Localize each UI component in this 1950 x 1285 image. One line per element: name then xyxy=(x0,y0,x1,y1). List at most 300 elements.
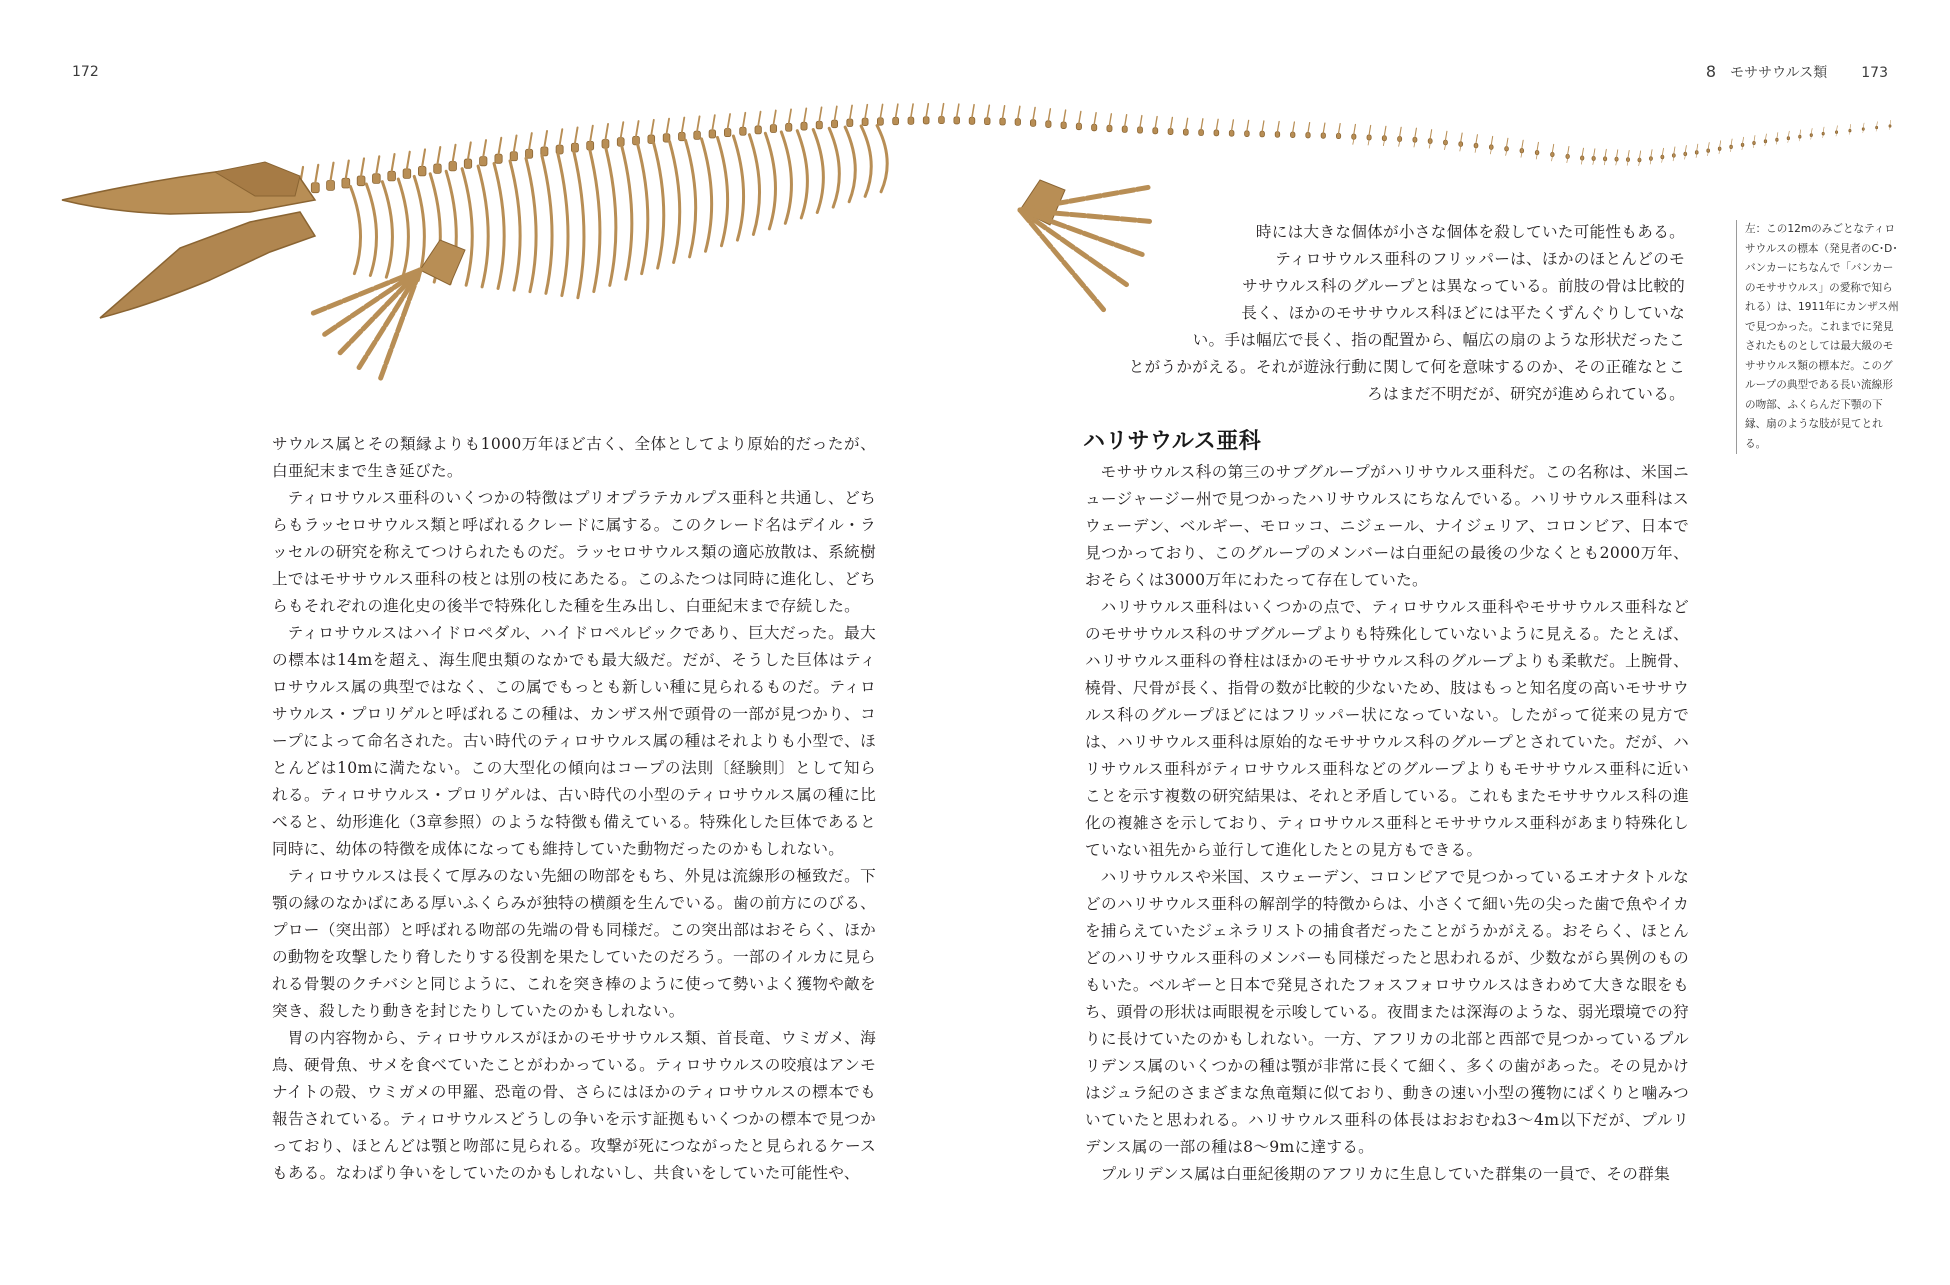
chevron-bone xyxy=(1719,150,1720,153)
vertebra xyxy=(816,121,822,129)
neural-spine xyxy=(773,110,775,124)
chevron-bone xyxy=(1368,140,1369,145)
neural-spine xyxy=(1400,127,1402,136)
right-top-line: とがうかがえる。それが遊泳行動に関して何を意味するのか、その正確なとこ xyxy=(1128,358,1685,376)
vertebra xyxy=(1367,135,1371,140)
neural-spine xyxy=(1415,128,1417,137)
neural-spine xyxy=(1201,119,1203,130)
neural-spine xyxy=(437,147,440,164)
neural-spine xyxy=(1877,122,1878,127)
chevron-bone xyxy=(1506,151,1507,156)
neural-spine xyxy=(361,158,364,176)
rib xyxy=(797,131,807,218)
vertebra xyxy=(1168,128,1173,134)
neural-spine xyxy=(1850,124,1851,129)
neural-spine xyxy=(972,105,974,118)
neural-spine xyxy=(1293,122,1295,132)
neural-spine xyxy=(1033,108,1035,120)
chevron-bone xyxy=(1429,143,1430,148)
neural-spine xyxy=(1109,114,1111,125)
section-heading: ハリサウルス亜科 xyxy=(1083,429,1262,454)
rib xyxy=(590,150,600,292)
vertebra xyxy=(1352,134,1356,139)
vertebra xyxy=(1153,128,1158,134)
vertebra xyxy=(985,118,991,125)
rib xyxy=(813,130,823,213)
right-top-line: ろはまだ不明だが、研究が進められている。 xyxy=(1367,385,1685,403)
rib xyxy=(462,169,472,286)
neural-spine xyxy=(1339,124,1341,134)
vertebra xyxy=(388,171,396,181)
chevron-bone xyxy=(1627,162,1628,166)
chevron-bone xyxy=(1685,156,1686,160)
neural-spine xyxy=(1594,149,1595,157)
neural-spine xyxy=(1262,121,1264,131)
neural-spine xyxy=(1186,118,1188,129)
neural-spine xyxy=(1823,127,1824,132)
chevron-bone xyxy=(1521,153,1522,158)
neural-spine xyxy=(697,116,699,131)
neural-spine xyxy=(1605,149,1606,156)
vertebra xyxy=(877,118,883,125)
vertebra xyxy=(1835,131,1837,134)
neural-spine xyxy=(1639,151,1640,158)
rib xyxy=(638,144,648,273)
vertebra xyxy=(740,127,746,135)
vertebra xyxy=(1787,137,1789,140)
chevron-bone xyxy=(1414,142,1415,147)
vertebra xyxy=(449,162,456,171)
neural-spine xyxy=(376,156,379,173)
vertebra xyxy=(1626,158,1629,162)
neural-spine xyxy=(590,126,593,142)
neural-spine xyxy=(1507,138,1508,146)
neural-spine xyxy=(1708,143,1709,149)
vertebra xyxy=(1718,147,1721,150)
neural-spine xyxy=(499,138,502,154)
neural-spine xyxy=(1155,117,1157,128)
vertebra xyxy=(1603,157,1606,161)
vertebra xyxy=(1810,134,1812,137)
digit-bone xyxy=(340,270,420,353)
vertebra xyxy=(801,122,807,130)
vertebra xyxy=(1849,129,1851,132)
neural-spine xyxy=(1720,141,1721,147)
neural-spine xyxy=(1765,134,1766,140)
running-header xyxy=(1706,62,1888,82)
neural-spine xyxy=(1384,126,1386,135)
neural-spine xyxy=(346,161,349,179)
skull xyxy=(62,162,315,318)
vertebra xyxy=(679,132,686,140)
neural-spine xyxy=(1232,120,1234,131)
vertebra xyxy=(1245,131,1250,137)
neural-spine xyxy=(789,109,791,123)
vertebra xyxy=(1459,142,1463,147)
neural-spine xyxy=(605,124,608,140)
vertebra xyxy=(1046,121,1051,128)
chevron-bone xyxy=(1444,145,1445,150)
body-paragraph: ティロサウルスはハイドロペダル、ハイドロペルビックであり、巨大だった。最大の標本は14mを超え、海生爬虫類のなかでも最大級だ。だが、そうした巨体はティロサウルス属の典型ではなく、この属でもっとも新しい種に見られるものだ。ティロサウルス・プロリゲルと呼ばれるこの種は、カンザス州で頭骨の一部が見つかり、コープによって命名された。古い時代のティロサウルス属の種はそれよりも小型で、ほとんどは10mに満たない。この大型化の傾向はコープの法則〔経験則〕として知られる。ティロサウルス・プロリゲルは、古い時代の小型のティロサウルス属の種に比べると、幼形進化（3章参照）のような特徴も備えている。特殊化した巨体であると同時に、幼体の特徴を成体になっても維持していた動物だったのかもしれない。 xyxy=(272,624,876,858)
vertebra xyxy=(770,125,776,133)
chevron-bone xyxy=(1581,160,1582,164)
rib xyxy=(686,140,696,257)
neural-spine xyxy=(575,127,578,143)
neural-spine xyxy=(1811,128,1812,133)
chevron-bone xyxy=(1776,141,1777,144)
vertebra xyxy=(434,164,442,173)
neural-spine xyxy=(1582,148,1583,156)
rib xyxy=(702,139,712,251)
neural-spine xyxy=(1445,131,1446,140)
chevron-bone xyxy=(1799,138,1800,141)
neural-spine xyxy=(1800,130,1801,135)
vertebra xyxy=(403,169,411,179)
vertebra xyxy=(1291,132,1295,138)
chevron-bone xyxy=(1849,132,1850,135)
neural-spine xyxy=(651,120,654,135)
vertebra xyxy=(1000,118,1005,125)
neural-spine xyxy=(1171,117,1173,128)
neural-spine xyxy=(1308,123,1310,133)
vertebra xyxy=(832,120,838,128)
vertebra xyxy=(1889,125,1891,128)
neural-spine xyxy=(407,152,410,169)
neural-spine xyxy=(1461,133,1462,142)
body-paragraph: サウルス属とその類縁よりも1000万年ほど古く、全体としてより原始的だったが、白亜紀末まで生き延びた。 xyxy=(272,435,876,480)
neural-spine xyxy=(819,107,821,121)
chevron-bone xyxy=(1604,161,1605,165)
rib xyxy=(366,184,376,275)
chevron-bone xyxy=(1475,148,1476,153)
chevron-bone xyxy=(1616,161,1617,165)
body-paragraph: ハリサウルスや米国、スウェーデン、コロンビアで見つかっているエオナタトルなどのハリサウルス亜科の解剖学的特徴からは、小さくて細い先の尖った歯で魚やイカを捕らえていたジェネラリストの捕食者だったことがうかがえる。おそらく、ほとんどのハリサウルス亜科のメンバーも同様だったと思われるが、少数ながら異例のものもいた。ベルギーと日本で発見されたフォスフォロサウルスはきわめて大きな眼をもち、頭骨の形状は両眼視を示唆している。夜間または深海のような、弱光環境での狩りに長けていたのかもしれない。一方、アフリカの北部と西部で見つかっているプルリデンス属のいくつかの種は顎が非常に長くて細く、多くの歯があった。その見かけはジュラ紀のさまざまな魚竜類に似ており、動きの速い小型の獲物にぱくりと噛みついていたと思われる。ハリサウルス亜科の体長はおおむね3～4m以下だが、プルリデンス属の一部の種は8～9mに達する。 xyxy=(1085,868,1689,1156)
vertebra xyxy=(1520,148,1524,153)
vertebra xyxy=(755,126,761,134)
vertebra xyxy=(1580,156,1583,160)
vertebra xyxy=(1707,149,1710,153)
rib xyxy=(606,148,616,286)
vertebra xyxy=(1535,150,1539,154)
chevron-bone xyxy=(1460,146,1461,151)
right-top-line: ティロサウルス亜科のフリッパーは、ほかのほとんどのモ xyxy=(1275,250,1685,268)
rib xyxy=(733,136,743,240)
neural-spine xyxy=(1522,140,1523,148)
neural-spine xyxy=(1731,139,1732,145)
vertebra xyxy=(571,143,578,152)
neural-spine xyxy=(514,135,517,151)
neural-spine xyxy=(1788,131,1789,136)
chevron-bone xyxy=(1536,155,1537,159)
body-paragraph: ハリサウルス亜科はいくつかの点で、ティロサウルス亜科やモササウルス亜科などのモササウルス科のサブグループよりも特殊化していないように見える。たとえば、ハリサウルス亜科の脊柱はほかのモササウルス科のグループよりも柔軟だ。上腕骨、橈骨、尺骨が長く、指骨の数が比較的少ないため、肢はもっと知名度の高いモササウルス科のグループほどにはフリッパー状になっていない。したがって従来の見方では、ハリサウルス亜科は原始的なモササウルス科のグループとされていた。だが、ハリサウルス亜科がティロサウルス亜科などのグループよりもモササウルス亜科に近いことを示す複数の研究結果は、それと矛盾している。これもまたモササウルス科の進化の複雑さを示しており、ティロサウルス亜科とモササウルス亜科があまり特殊化していない祖先から並行して進化したとの見方もできる。 xyxy=(1085,598,1689,859)
vertebral-column xyxy=(296,116,1891,195)
neural-spine xyxy=(941,104,943,117)
rib xyxy=(382,182,392,278)
vertebra xyxy=(1753,141,1756,144)
rib xyxy=(845,127,855,202)
vertebra xyxy=(1566,154,1569,158)
neural-spine xyxy=(1079,111,1081,123)
neural-spine xyxy=(865,105,867,118)
neural-spine xyxy=(880,104,882,117)
vertebra xyxy=(1199,130,1204,136)
rib xyxy=(526,158,536,291)
neural-spine xyxy=(1277,121,1279,131)
neural-spine xyxy=(1685,146,1686,153)
neural-spine xyxy=(636,121,639,136)
neural-spine xyxy=(422,149,425,166)
chevron-bone xyxy=(1742,147,1743,150)
chevron-bone xyxy=(1650,160,1651,164)
vertebra xyxy=(1822,132,1824,135)
rib xyxy=(494,163,504,288)
vertebra xyxy=(908,117,914,124)
vertebra xyxy=(311,183,319,193)
rib xyxy=(670,142,680,263)
vertebra xyxy=(1229,130,1234,136)
neural-spine xyxy=(392,154,395,171)
chevron-bone xyxy=(1765,143,1766,146)
body-paragraph: 胃の内容物から、ティロサウルスがほかのモササウルス類、首長竜、ウミガメ、海鳥、硬骨魚、サメを食べていたことがわかっている。ティロサウルスの咬痕はアンモナイトの殻、ウミガメの甲羅、恐竜の骨、さらにはほかのティロサウルスの標本でも報告されている。ティロサウルスどうしの争いを示す証拠もいくつかの標本で見つかっており、ほとんどは顎と吻部に見られる。攻撃が死につながったと見られるケースもある。なわばり争いをしていたのかもしれないし、共食いをしていた可能性や、 xyxy=(272,1029,876,1182)
rib xyxy=(574,152,584,298)
chevron-bone xyxy=(1662,159,1663,163)
neural-spine xyxy=(682,118,684,133)
vertebra xyxy=(1876,126,1878,129)
rib xyxy=(765,133,775,229)
vertebra xyxy=(1489,145,1493,150)
neural-spine xyxy=(453,145,456,162)
neural-spine xyxy=(1743,137,1744,143)
figure-caption: 左：この12mのみごとなティロサウルスの標本（発見者のC･D･バンカーにちなんで「バンカーのモササウルス」の愛称で知られる）は、1911年にカンザス州で見つかった。これまでに発見されたものとしては最大級のモササウルス類の標本だ。このグループの典型である長い流線形の吻部、ふくらんだ下顎の下縁、扇のような肢が見てとれる。 xyxy=(1736,220,1901,454)
right-body-column xyxy=(1085,459,1689,1188)
chevron-bone xyxy=(1836,133,1837,136)
chevron-bone xyxy=(1823,135,1824,138)
neural-spine xyxy=(529,133,532,149)
neural-spine xyxy=(1216,119,1218,130)
vertebra xyxy=(1336,133,1340,138)
vertebra xyxy=(1730,145,1733,148)
vertebra xyxy=(418,166,426,175)
neural-spine xyxy=(712,115,714,130)
vertebra xyxy=(847,119,853,127)
rib xyxy=(542,156,552,294)
neural-spine xyxy=(1094,113,1096,125)
rib xyxy=(558,154,568,296)
neural-spine xyxy=(1651,150,1652,157)
left-body-column xyxy=(272,431,876,1187)
vertebra xyxy=(923,117,929,124)
body-paragraph: モササウルス科の第三のサブグループがハリサウルス亜科だ。この名称は、米国ニュージャージー州で見つかったハリサウルスにちなんでいる。ハリサウルス亜科はスウェーデン、ベルギー、モロッコ、ニジェール、ナイジェリア、コロンビア、日本で見つかっており、このグループのメンバーは白亜紀の最後の少なくとも2000万年、おそらくは3000万年にわたって存在していた。 xyxy=(1085,463,1689,589)
rib xyxy=(510,161,520,290)
vertebra xyxy=(694,131,701,139)
neural-spine xyxy=(758,112,760,126)
rib xyxy=(717,137,727,245)
neural-spine xyxy=(1125,115,1127,126)
vertebra xyxy=(1382,136,1386,141)
tail-spines xyxy=(300,104,1891,185)
neural-spine xyxy=(1003,106,1005,118)
rib xyxy=(478,166,488,287)
page-number-left: 172 xyxy=(72,64,99,80)
vertebra xyxy=(1592,156,1595,160)
neural-spine xyxy=(1323,123,1325,133)
vertebra xyxy=(357,176,365,186)
chevron-bone xyxy=(1353,139,1354,144)
vertebra xyxy=(1061,122,1066,129)
vertebra xyxy=(1428,139,1432,144)
neural-spine xyxy=(1369,125,1371,134)
vertebra xyxy=(1799,135,1801,138)
neural-spine xyxy=(315,165,318,183)
chevron-bone xyxy=(1696,154,1697,158)
neural-spine xyxy=(483,140,486,157)
vertebra xyxy=(1776,138,1778,141)
vertebra xyxy=(1551,152,1555,156)
body-paragraph: ティロサウルス亜科のいくつかの特徴はプリオプラテカルプス亜科と共通し、どちらもラッセロサウルス類と呼ばれるクレードに属する。このクレード名はデイル・ラッセルの研究を称えてつけられたものだ。ラッセロサウルス類の適応放散は、系統樹上ではモササウルス亜科の枝とは別の枝にあたる。このふたつは同時に進化し、どちらもそれぞれの進化史の後半で特殊化した種を生み出し、白亜紀末まで存続した。 xyxy=(272,489,876,615)
rib xyxy=(622,146,632,279)
vertebra xyxy=(1306,132,1310,138)
neural-spine xyxy=(1354,125,1356,135)
vertebra xyxy=(1672,154,1675,158)
vertebra xyxy=(893,117,899,124)
neural-spine xyxy=(957,104,959,117)
chevron-bone xyxy=(1551,157,1552,161)
neural-spine xyxy=(331,163,334,181)
vertebra xyxy=(1138,127,1143,133)
neural-spine xyxy=(1247,120,1249,130)
neural-spine xyxy=(1064,110,1066,122)
vertebra xyxy=(709,130,716,138)
chevron-bone xyxy=(1876,129,1877,132)
neural-spine xyxy=(1018,106,1020,118)
chevron-bone xyxy=(1490,149,1491,154)
rib xyxy=(861,126,871,196)
vertebra xyxy=(464,159,471,168)
vertebra xyxy=(1260,131,1265,137)
vertebra xyxy=(1015,119,1020,126)
neural-spine xyxy=(621,122,624,137)
right-top-line: ササウルス科のグループとは異なっている。前肢の骨は比較的 xyxy=(1242,277,1685,295)
vertebra xyxy=(1444,140,1448,145)
chevron-bone xyxy=(1730,149,1731,152)
chevron-bone xyxy=(1567,159,1568,163)
neural-spine xyxy=(1777,133,1778,139)
vertebra xyxy=(327,180,335,190)
vertebra xyxy=(1275,132,1280,138)
neural-spine xyxy=(1568,146,1569,154)
vertebra xyxy=(1638,158,1641,162)
page-number-right: 173 xyxy=(1861,65,1888,81)
body-paragraph: プルリデンス属は白亜紀後期のアフリカに生息していた群集の一員で、その群集 xyxy=(1100,1165,1670,1183)
neural-spine xyxy=(667,119,670,134)
neural-spine xyxy=(1048,109,1050,121)
rib xyxy=(350,186,360,273)
chevron-bone xyxy=(1639,162,1640,166)
chevron-bone xyxy=(1673,157,1674,161)
vertebra xyxy=(1413,137,1417,142)
chevron-bone xyxy=(1593,161,1594,165)
vertebra xyxy=(862,118,868,125)
rib xyxy=(749,135,759,235)
neural-spine xyxy=(1837,126,1838,131)
vertebra xyxy=(1122,126,1127,132)
neural-spine xyxy=(1476,135,1477,144)
neural-spine xyxy=(1697,144,1698,150)
vertebra xyxy=(954,117,960,124)
vertebra xyxy=(969,117,975,124)
vertebra xyxy=(510,152,517,161)
chevron-bone xyxy=(1383,141,1384,146)
vertebra xyxy=(480,157,487,166)
vertebra xyxy=(1695,151,1698,155)
vertebra xyxy=(1661,155,1664,159)
chapter-number: 8 xyxy=(1705,62,1717,81)
chevron-bone xyxy=(1399,142,1400,147)
neural-spine xyxy=(1140,116,1142,127)
vertebra xyxy=(1321,133,1325,138)
vertebra xyxy=(1862,128,1864,131)
vertebra xyxy=(786,123,792,131)
neural-spine xyxy=(560,129,563,145)
vertebra xyxy=(1107,125,1112,131)
vertebra xyxy=(373,174,381,184)
right-top-text-block xyxy=(1085,219,1685,408)
neural-spine xyxy=(1617,150,1618,157)
neural-spine xyxy=(896,104,898,117)
vertebra xyxy=(939,116,945,123)
neural-spine xyxy=(850,105,852,119)
neural-spine xyxy=(804,108,806,122)
neural-spine xyxy=(1863,123,1864,128)
neural-spine xyxy=(1890,120,1891,125)
chevron-bone xyxy=(1863,130,1864,133)
rib xyxy=(654,143,664,268)
rib xyxy=(781,132,791,223)
body-paragraph: ティロサウルスは長くて厚みのない先細の吻部をもち、外見は流線形の極致だ。下顎の縁のなかばにある厚いふくらみが独特の横顔を生んでいる。歯の前方にのびる、プロー（突出部）と呼ばれる吻部の先端の骨も同様だ。この突出部はおそらく、ほかの動物を攻撃したり脅したりする役割を果たしていたのだろう。一部のイルカに見られる骨製のクチバシと同じように、これを突き棒のように使って勢いよく獲物や敵を突き、殺したり動きを封じたりしていたのかもしれない。 xyxy=(272,867,876,1020)
chevron-bone xyxy=(1753,145,1754,148)
vertebra xyxy=(724,129,730,137)
vertebra xyxy=(1505,147,1509,152)
neural-spine xyxy=(1628,150,1629,157)
chapter-title: モササウルス類 xyxy=(1730,65,1828,81)
chevron-bone xyxy=(1890,127,1891,130)
vertebra xyxy=(1030,120,1035,127)
neural-spine xyxy=(987,105,989,117)
vertebra xyxy=(1615,157,1618,161)
neural-spine xyxy=(926,104,928,117)
right-top-line: 長く、ほかのモササウルス科ほどには平たくずんぐりしていな xyxy=(1241,304,1685,322)
vertebra xyxy=(1764,140,1767,143)
chevron-bone xyxy=(1707,152,1708,156)
vertebra xyxy=(1398,136,1402,141)
vertebra xyxy=(1076,123,1081,130)
neural-spine xyxy=(1754,136,1755,142)
neural-spine xyxy=(544,131,547,147)
vertebra xyxy=(1183,129,1188,135)
neural-spine xyxy=(1674,147,1675,154)
neural-spine xyxy=(743,113,745,127)
vertebra xyxy=(1684,152,1687,156)
neural-spine xyxy=(1662,148,1663,155)
vertebra xyxy=(495,154,502,163)
vertebra xyxy=(1092,124,1097,130)
chevron-bone xyxy=(1811,137,1812,140)
vertebra xyxy=(1741,143,1744,146)
right-top-line: 時には大きな個体が小さな個体を殺していた可能性もある。 xyxy=(1255,223,1685,241)
right-top-line: い。手は幅広で長く、指の配置から、幅広の扇のような形状だったこ xyxy=(1192,331,1685,349)
vertebra xyxy=(1214,130,1219,136)
neural-spine xyxy=(1552,144,1553,152)
